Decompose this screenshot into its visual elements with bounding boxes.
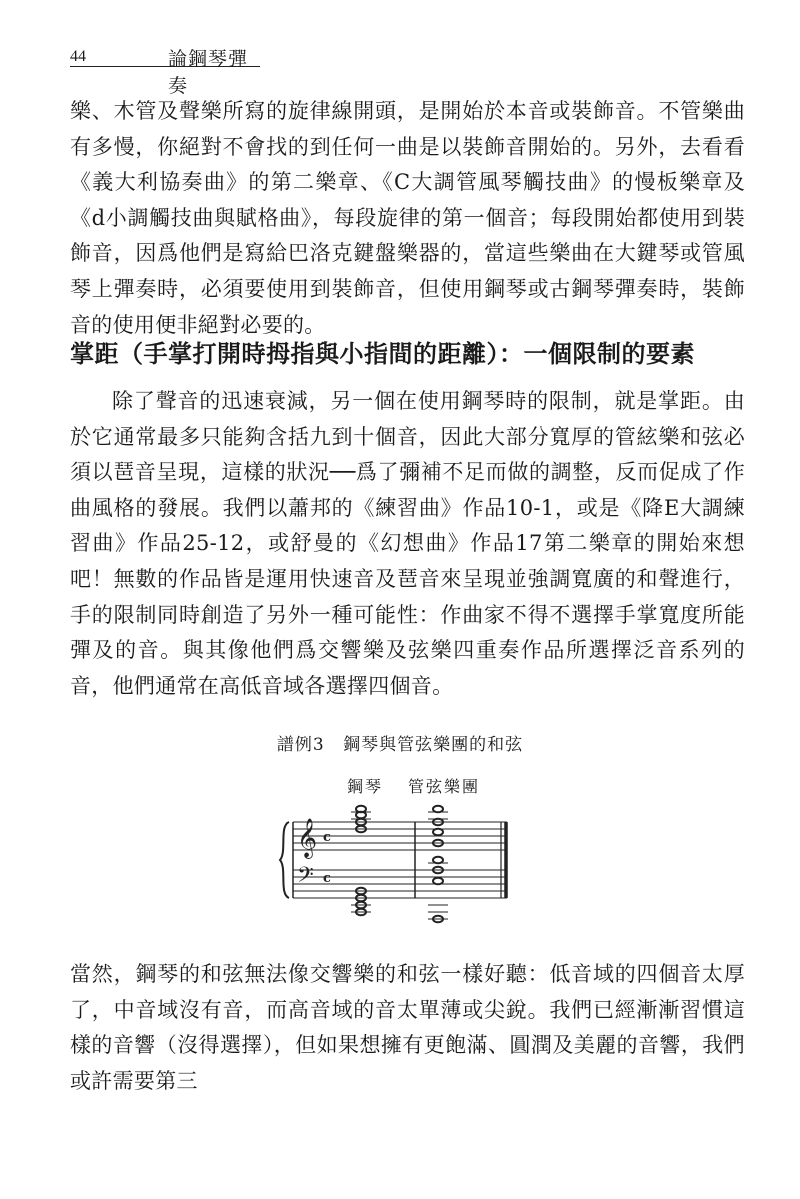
brace: [280, 822, 289, 898]
section-heading: 掌距（手掌打開時拇指與小指間的距離）：一個限制的要素: [70, 340, 695, 368]
music-score-figure: [275, 774, 535, 924]
grand-staff: [275, 774, 535, 924]
body-paragraph: 樂、木管及聲樂所寫的旋律線開頭，是開始於本音或裝飾音。不管樂曲有多慢，你絕對不會找的到任何一曲是以裝飾音開始的。另外，去看看《義大利協奏曲》的第二樂章、《C大調管風琴觸技曲》的慢板樂章及《d小調觸技曲與賦格曲》，每段旋律的第一個音；每段開始都使用到裝飾音，因爲他們是寫給巴洛克鍵盤樂器的，當這些樂曲在大鍵琴或管風琴上彈奏時，必須要使用到裝飾音，但使用鋼琴或古鋼琴彈奏時，裝飾音的使用便非絕對必要的。: [70, 99, 745, 337]
orchestra-chord-bass: [428, 857, 448, 923]
page-number: 44: [70, 48, 86, 65]
score-label-piano: 鋼琴: [347, 777, 384, 796]
time-signature-treble: c: [323, 830, 331, 845]
figure-number: 譜例3: [276, 735, 325, 755]
body-paragraph: 除了聲音的迅速衰減，另一個在使用鋼琴時的限制，就是掌距。由於它通常最多只能夠含括九到十個音，因此大部分寬厚的管絃樂和弦必須以琶音呈現，這樣的狀況──爲了彌補不足而做的調整，反而促成了作曲風格的發展。我們以蕭邦的《練習曲》作品10-1，或是《降E大調練習曲》作品25-12，或舒曼的《幻想曲》作品17第二樂章的開始來想吧！無數的作品皆是運用快速音及琶音來呈現並強調寬廣的和聲進行，手的限制同時創造了另外一種可能性：作曲家不得不選擇手掌寬度所能彈及的音。與其像他們爲交響樂及弦樂四重奏作品所選擇泛音系列的音，他們通常在高低音域各選擇四個音。: [70, 389, 745, 698]
body-paragraph: 當然，鋼琴的和弦無法像交響樂的和弦一樣好聽：低音域的四個音太厚了，中音域沒有音，而高音域的音太單薄或尖銳。我們已經漸漸習慣這樣的音響（沒得選擇），但如果想擁有更飽滿、圓潤及美麗的音響，我們或許需要第三: [70, 962, 745, 1093]
piano-chord-treble: [351, 806, 371, 833]
time-signature-bass: c: [323, 871, 331, 886]
orchestra-chord-treble: [428, 806, 448, 847]
score-label-orchestra: 管弦樂團: [408, 777, 481, 796]
figure-caption: [0, 730, 800, 755]
running-header: [70, 42, 260, 97]
bass-clef-icon: 𝄢: [297, 863, 314, 893]
piano-chord-bass: [351, 888, 371, 916]
figure-title: 鋼琴與管弦樂團的和弦: [343, 735, 524, 755]
running-title: 論鋼琴彈奏: [168, 48, 249, 97]
treble-clef-icon: 𝄞: [297, 818, 318, 858]
